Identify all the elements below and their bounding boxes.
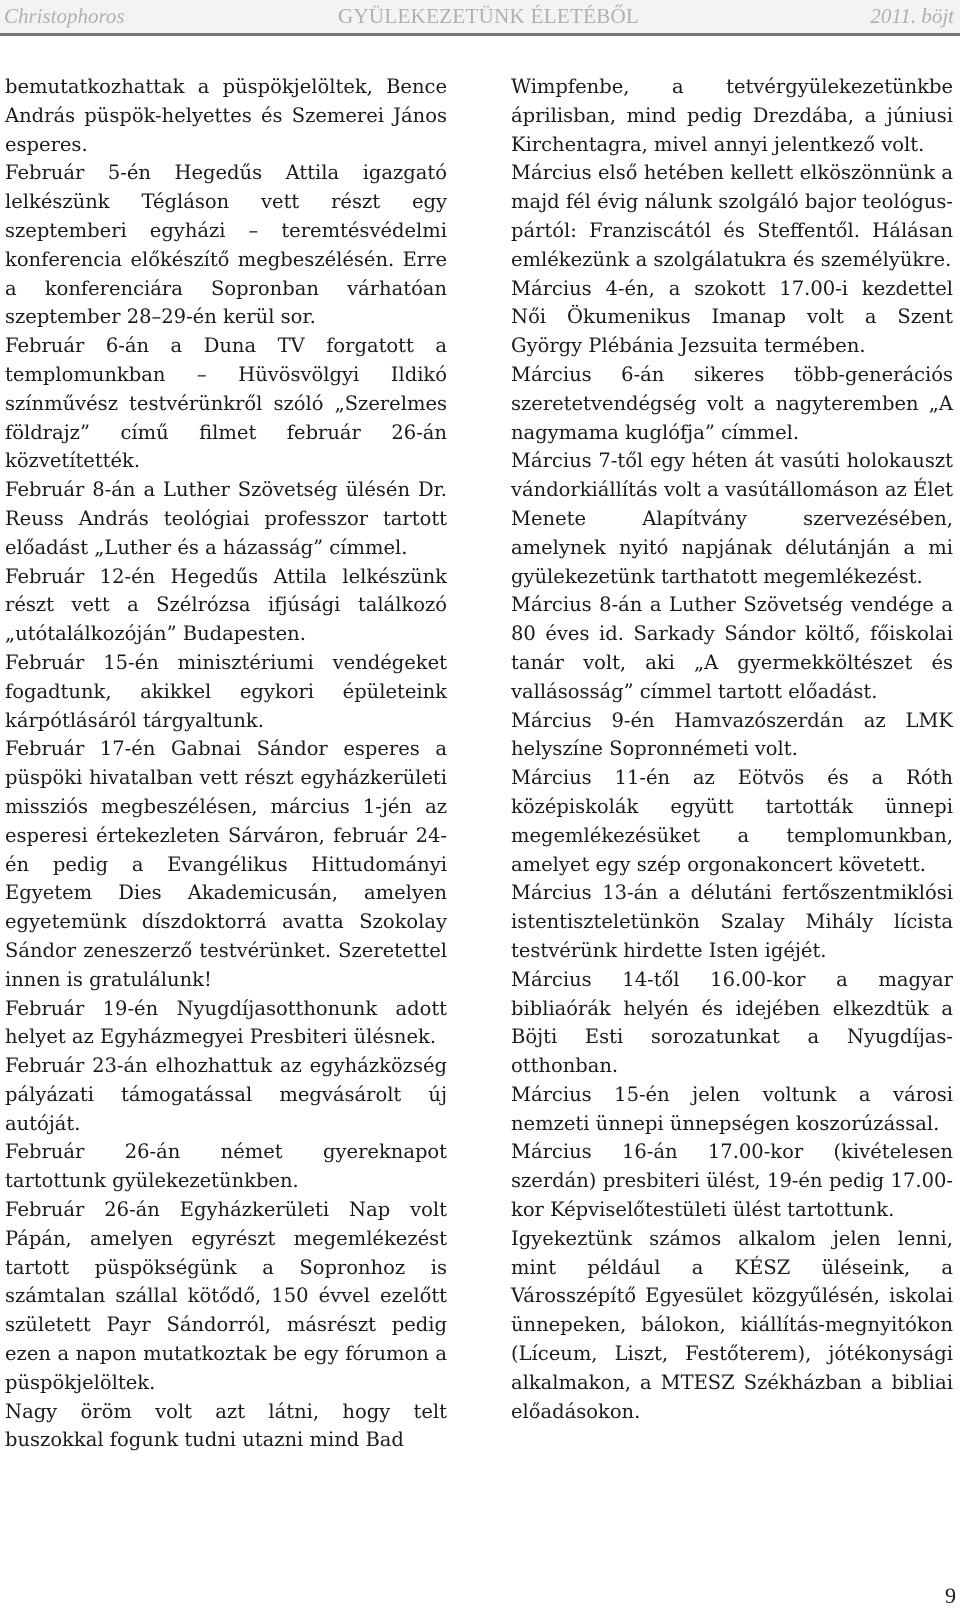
paragraph: Február 26-án Egyházkerületi Nap volt Pápán, amelyen egyrészt megemlékezést tartott püspökségünk a Sopronhoz is számtalan szállal kötődő, 150 évvel ezelőtt született Payr Sándorról, másrészt pedig ezen a napon mutatkoztak be egy fórumon a püspökjelöltek.: [5, 1198, 447, 1394]
header-section-title: GYÜLEKEZETÜNK ÉLETÉBŐL: [338, 4, 640, 28]
paragraph: Február 6-án a Duna TV forgatott a templomunkban – Hüvösvölgyi Ildikó színművész testvérünkről szóló „Szerelmes földrajz” című filmet február 26-án közvetítették.: [5, 334, 447, 473]
paragraph: Március 15-én jelen voltunk a városi nemzeti ünnepi ünnepségen koszorúzással.: [511, 1082, 953, 1135]
paragraph: Március 14-től 16.00-kor a magyar bibliaórák helyén és idejében elkezdtük a Böjti Esti sorozatunkat a Nyugdíjas-otthonban.: [511, 967, 953, 1078]
paragraph: Február 19-én Nyugdíjasotthonunk adott helyet az Egyházmegyei Presbiteri ülésnek.: [5, 996, 447, 1049]
paragraph: Február 12-én Hegedűs Attila lelkészünk részt vett a Szélrózsa ifjúsági találkozó „utótalálkozóján” Budapesten.: [5, 564, 447, 646]
paragraph: Március első hetében kellett elköszönnünk a majd fél évig nálunk szolgáló bajor teológus-pártól: Franziscától és Steffentől. Hálásan emlékezünk a szolgálatukra és személyükre.: [511, 161, 953, 271]
paragraph: Március 16-án 17.00-kor (kivételesen szerdán) presbiteri ülést, 19-én pedig 17.00-kor Képviselőtestületi ülést tartottunk.: [511, 1140, 953, 1222]
paragraph: Február 26-án német gyereknapot tartottunk gyülekezetünkben.: [5, 1140, 447, 1193]
paragraph: Február 17-én Gabnai Sándor esperes a püspöki hivatalban vett részt egyházkerületi missziós megbeszélésen, március 1-jén az esperesi értekezleten Sárváron, február 24-én pedig a Evangélikus Hittudományi Egyetem Dies Akademicusán, amelyen egyetemünk díszdoktorrá avatta Szokolay Sándor zeneszerző testvérünket. Szeretettel innen is gratulálunk!: [5, 737, 447, 991]
paragraph: Február 5-én Hegedűs Attila igazgató lelkészünk Tégláson vett részt egy szeptemberi egyházi – teremtésvédelmi konferencia előkészítő megbeszélésén. Erre a konferenciára Sopronban várhatóan szeptember 28–29-én kerül sor.: [5, 161, 447, 329]
paragraph: Nagy öröm volt azt látni, hogy telt buszokkal fogunk tudni utazni mind Bad: [5, 1399, 447, 1452]
paragraph: Wimpfenbe, a tetvérgyülekezetünkbe áprilisban, mind pedig Drezdába, a júniusi Kirchentagra, mivel annyi jelentkező volt.: [511, 75, 953, 156]
paragraph: Február 15-én minisztériumi vendégeket fogadtunk, akikkel egykori épületeink kárpótlásáról tárgyaltunk.: [5, 650, 447, 732]
paragraph: Március 13-án a délutáni fertőszentmiklósi istentiszteletünkön Szalay Mihály lícista testvérünk hirdette Isten igéjét.: [511, 881, 953, 962]
paragraph: Március 4-én, a szokott 17.00-i kezdettel Női Ökumenikus Imanap volt a Szent György Plébánia Jezsuita termében.: [511, 276, 953, 358]
page-header: [0, 0, 960, 36]
header-publication-title: Christophoros: [4, 4, 125, 28]
paragraph: Március 11-én az Eötvös és a Róth középiskolák együtt tartották ünnepi megemlékezésüket a templomunkban, amelyet egy szép orgonakoncert követett.: [511, 766, 953, 876]
page-number: 9: [945, 1583, 956, 1608]
paragraph: Február 8-án a Luther Szövetség ülésén Dr. Reuss András teológiai professzor tartott előadást „Luther és a házasság” címmel.: [5, 478, 447, 559]
right-column: [511, 73, 953, 1426]
paragraph: Március 7-től egy héten át vasúti holokauszt vándorkiállítás volt a vasútállomáson az Élet Menete Alapítvány szervezésében, amelynek nyitó napjának délutánján a mi gyülekezetünk tarthatott megemlékezést.: [511, 449, 953, 588]
paragraph: bemutatkozhattak a püspökjelöltek, Bence András püspök-helyettes és Szemerei János esperes.: [5, 75, 447, 156]
paragraph: Március 6-án sikeres több-generációs szeretetvendégség volt a nagyteremben „A nagymama kuglófja” címmel.: [511, 362, 953, 444]
paragraph: Március 9-én Hamvazószerdán az LMK helyszíne Sopronnémeti volt.: [511, 708, 953, 761]
left-column: [5, 73, 447, 1455]
paragraph: Február 23-án elhozhattuk az egyházközség pályázati támogatással megvásárolt új autóját.: [5, 1054, 447, 1135]
paragraph: Március 8-án a Luther Szövetség vendége a 80 éves id. Sarkady Sándor költő, főiskolai tanár volt, aki „A gyermekköltészet és vallásosság” címmel tartott előadást.: [511, 593, 953, 703]
header-issue: 2011. böjt: [870, 4, 954, 28]
paragraph: Igyekeztünk számos alkalom jelen lenni, mint például a KÉSZ üléseink, a Városszépítő Egyesület közgyűlésén, iskolai ünnepeken, bálokon, kiállítás-megnyitókon (Líceum, Liszt, Festőterem), jótékonysági alkalmakon, a MTESZ Székházban a bibliai előadásokon.: [511, 1226, 953, 1423]
